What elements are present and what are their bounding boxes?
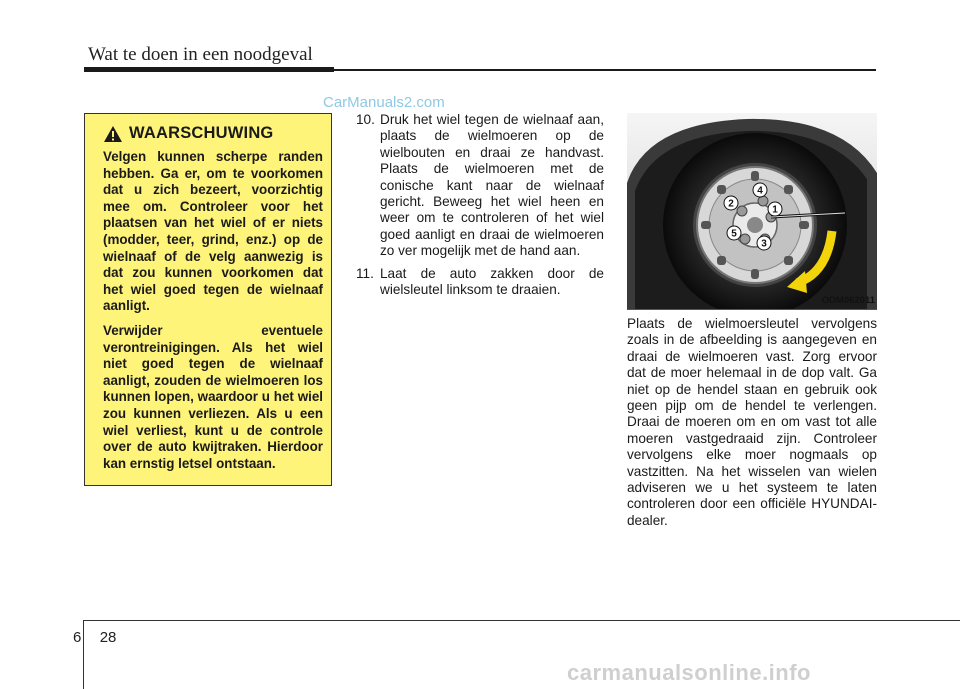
step-number: 11. — [356, 265, 374, 281]
section-number: 6 — [73, 629, 82, 646]
page-number — [73, 629, 116, 646]
watermark-top[interactable]: CarManuals2.com — [323, 94, 445, 111]
wheel-illustration — [627, 113, 877, 309]
step-item — [356, 266, 604, 299]
warning-paragraph-2: Verwijder eventuele verontreinigingen. Als het wiel niet goed tegen de wielnaaf aanligt, zouden de wielmoeren los kunnen lopen, waardoor u het wiel zou kunnen verliezen. Als u een wiel verliest, kunt u de controle over de auto kwijtraken. Hierdoor kan ernstig letsel ontstaan. — [103, 322, 323, 471]
header-rule-thin — [334, 69, 876, 71]
step-number: 10. — [356, 112, 375, 127]
nut-label-4: 4 — [757, 185, 763, 197]
warning-paragraph-1: Velgen kunnen scherpe randen hebben. Ga er, om te voorkomen dat u zich bezeert, voorzichtig mee om. Controleer voor het plaatsen van het wiel of er niets (modder, teer, grind, enz.) op de wielnaaf of de velg aanwezig is dat zou kunnen voorkomen dat het wiel goed tegen de wielnaaf aanligt. — [103, 149, 323, 314]
header-title: Wat te doen in een noodgeval — [88, 44, 313, 65]
nut-label-3: 3 — [761, 238, 767, 250]
warning-triangle-icon — [103, 125, 123, 143]
warning-title: WAARSCHUWING — [129, 124, 274, 142]
figure-code: ODM062011 — [821, 295, 875, 306]
watermark-bottom[interactable]: carmanualsonline.info — [567, 660, 811, 685]
page-number-value: 28 — [99, 629, 117, 646]
steps-list — [356, 112, 604, 304]
warning-box — [84, 113, 332, 486]
instruction-paragraph: Plaats de wielmoersleutel vervolgens zoals in de afbeelding is aangegeven en draai de wielmoeren vast. Zorg ervoor dat de moer helemaal in de dop valt. Ga niet op de hendel staan en gebruik ook geen pijp om de hendel te verlengen. Draai de moeren om en om vast tot alle moeren vastgedraaid zijn. Controleer vervolgens elke moer nogmaals op vastzitten. Na het wisselen van wielen adviseren we u het systeem te laten controleren door een officiële HYUNDAI-dealer. — [627, 316, 877, 528]
page-rule-horizontal — [83, 620, 960, 621]
nut-label-1: 1 — [772, 204, 778, 216]
nut-label-2: 2 — [728, 198, 734, 210]
wheel-figure — [627, 113, 877, 310]
header-rule-thick — [84, 67, 334, 72]
nut-label-5: 5 — [731, 228, 737, 240]
step-text: Laat de auto zakken door de wielsleutel linksom te draaien. — [380, 265, 604, 298]
warning-header — [103, 124, 323, 143]
step-item — [356, 112, 604, 260]
step-text: Druk het wiel tegen de wielnaaf aan, plaats de wielmoeren op de wielbouten en draai ze handvast. Plaats de wielmoeren met de conische kant naar de wielnaaf gericht. Beweeg het wiel heen en weer om te controleren of het wiel goed aanligt en draai de wielmoeren zo ver mogelijk met de hand aan. — [380, 112, 604, 259]
